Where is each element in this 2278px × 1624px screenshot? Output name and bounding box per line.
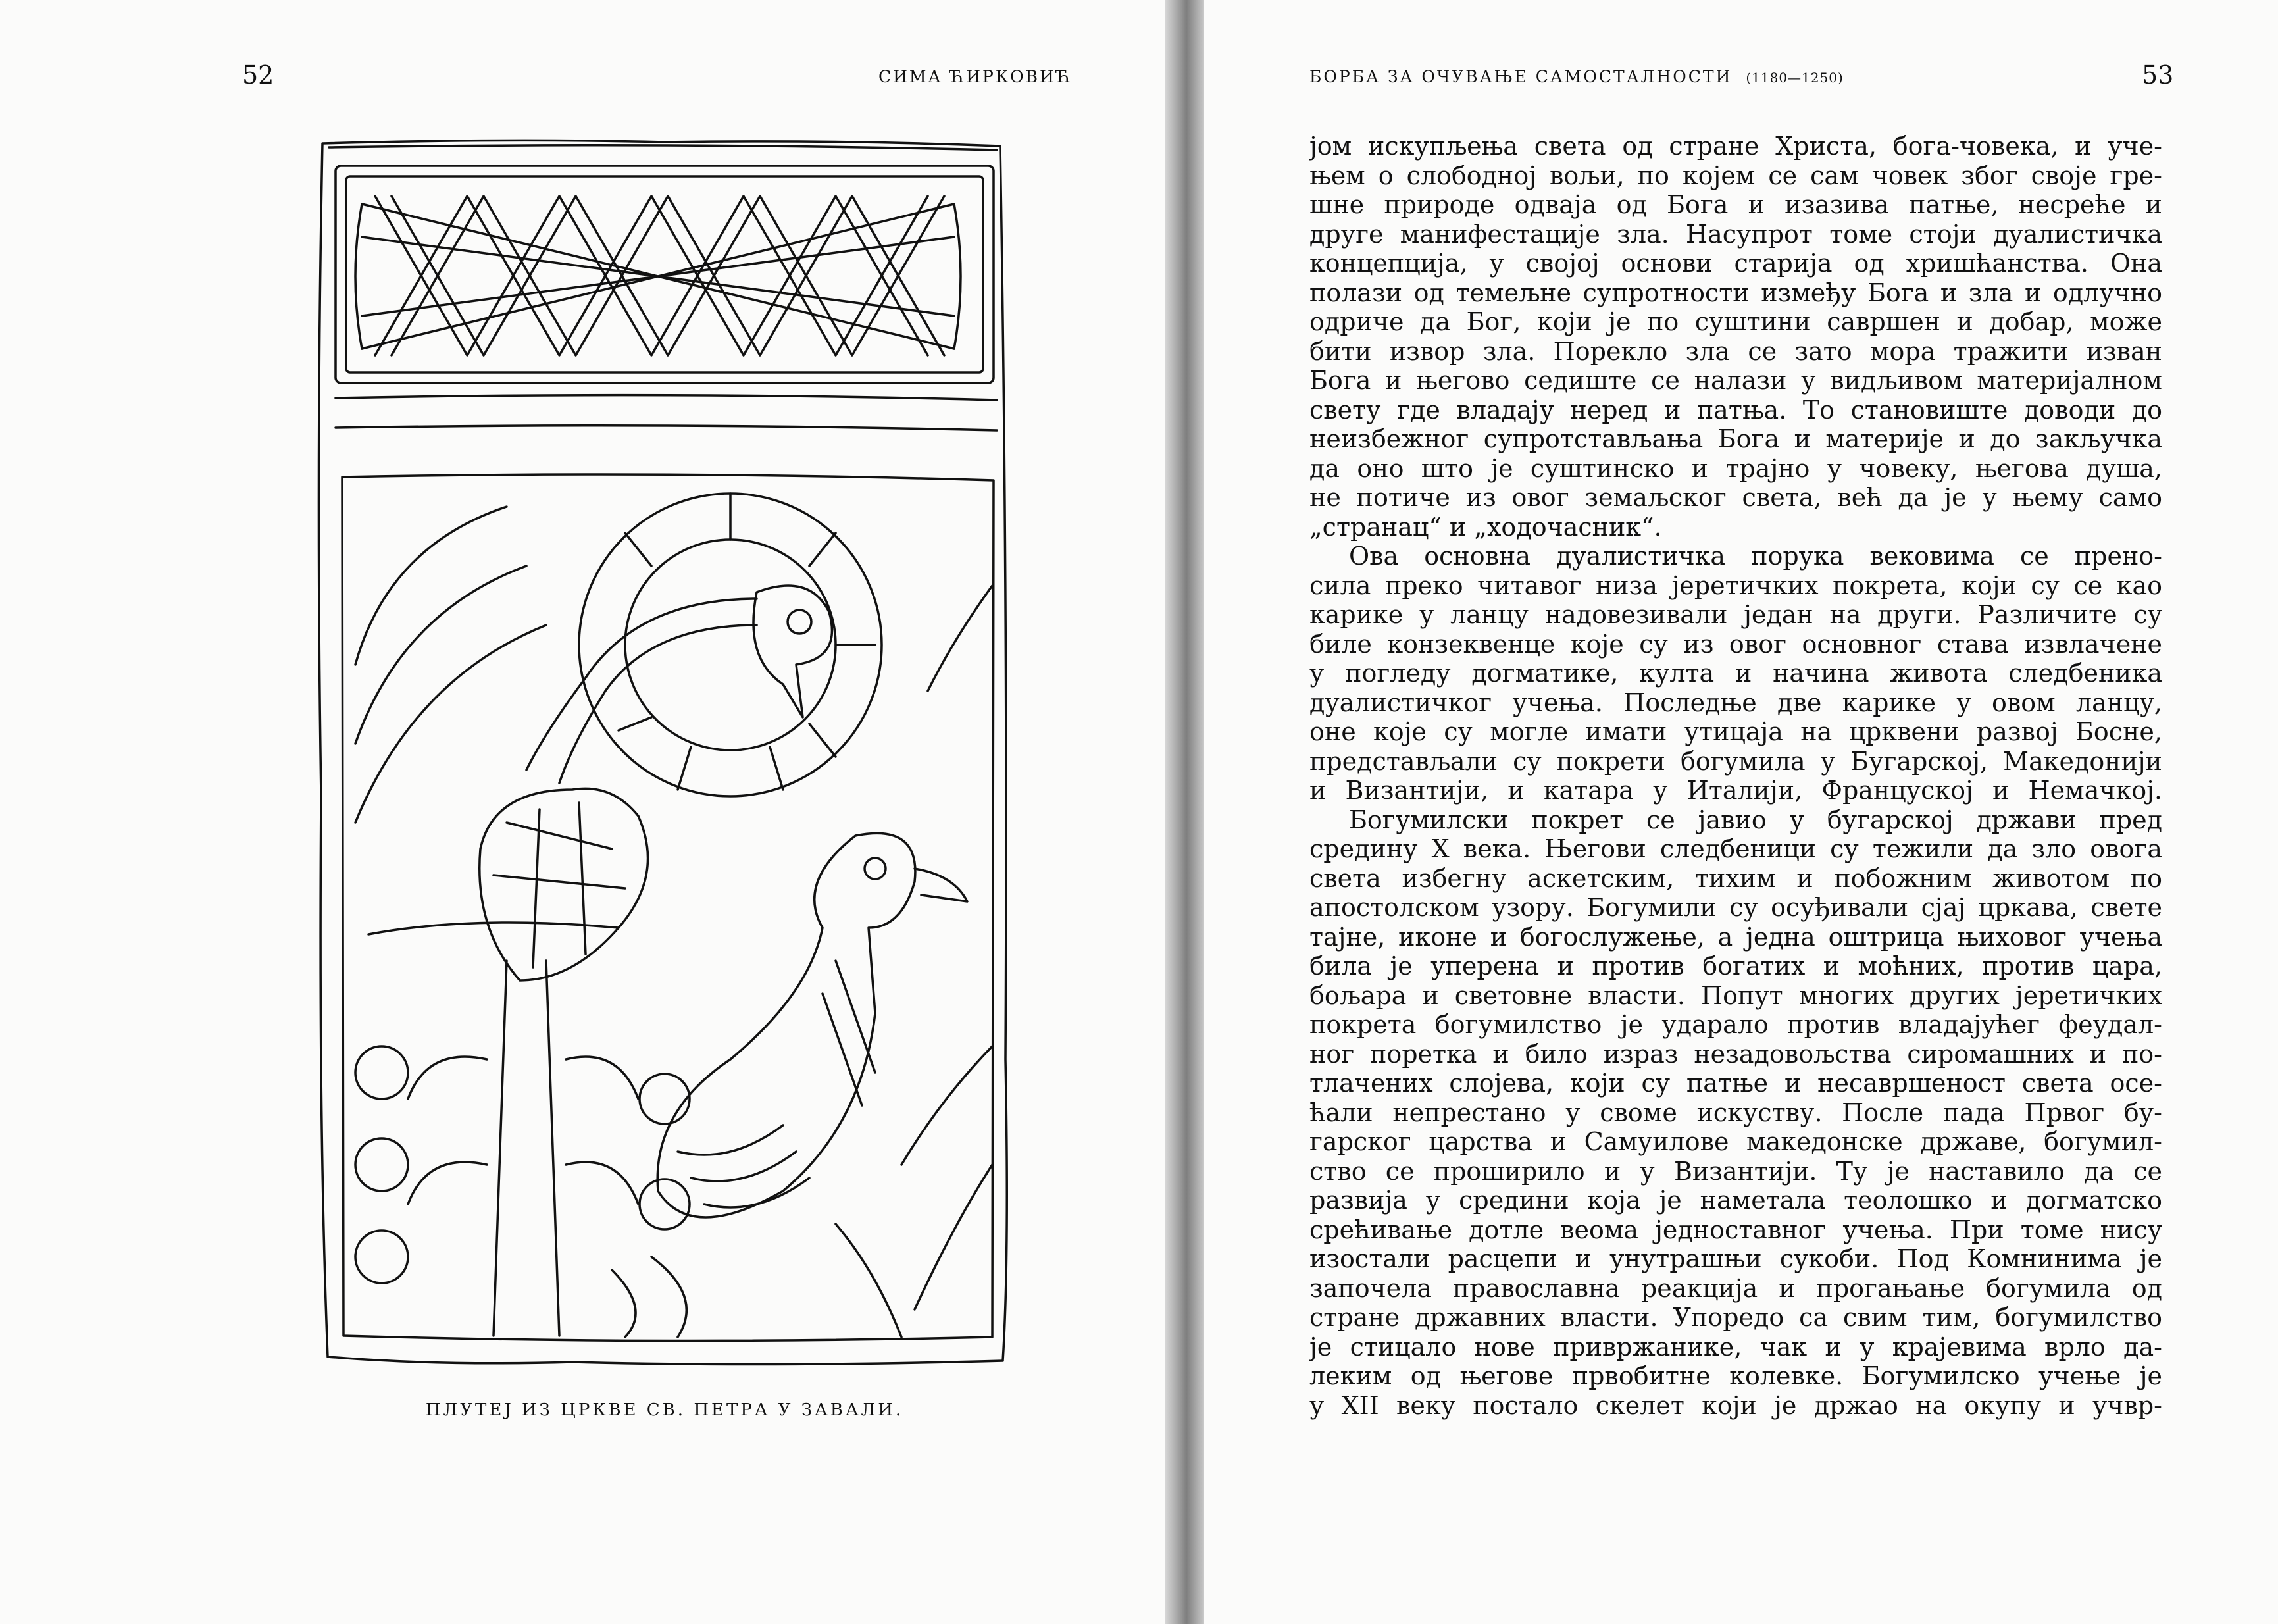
text-line: дуалистичког учења. Последње две карике у овом ланцу, bbox=[1309, 688, 2162, 717]
text-line: стране државних власти. Упоредо са свим тим, богумилство bbox=[1309, 1303, 2162, 1332]
main-text-column bbox=[1309, 132, 2162, 1420]
divider-band bbox=[336, 426, 997, 430]
divider-band bbox=[336, 395, 997, 400]
text-line: сила преко читавог низа јеретичких покрета, који су се као bbox=[1309, 571, 2162, 600]
text-line: „странац“ и „ходочасник“. bbox=[1309, 512, 1662, 542]
text-line: тајне, иконе и богослужење, а једна оштрица њиховог учења bbox=[1309, 922, 2162, 952]
text-line: Бога и његово седиште се налази у видљивом материјалном bbox=[1309, 366, 2162, 395]
text-line: развија у средини која је наметала теолошко и догматско bbox=[1309, 1186, 2162, 1215]
right-page-number: 53 bbox=[2142, 61, 2174, 89]
text-line: света избегну аскетским, тихим и побожним животом по bbox=[1309, 863, 2162, 893]
text-line: бољара и световне власти. Попут многих других јеретичких bbox=[1309, 980, 2162, 1010]
bird-head-upper bbox=[753, 586, 832, 717]
text-line: јом искупљења света од стране Христа, бога-човека, и уче- bbox=[1309, 132, 2162, 161]
text-line: средину X века. Његови следбеници су тежили да зло овога bbox=[1309, 834, 2162, 863]
text-line: друге манифестације зла. Насупрот томе стоји дуалистичка bbox=[1309, 219, 2162, 249]
text-line: полази од темељне супротности између Бога и зла и одлучно bbox=[1309, 278, 2162, 307]
text-line: да оно што је суштинско и трајно у човеку, његова душа, bbox=[1309, 453, 2162, 483]
text-line: карике у ланцу надовезивали један на други. Различите су bbox=[1309, 600, 2162, 629]
text-line: не потиче из овог земаљског света, већ да је у њему само bbox=[1309, 483, 2162, 512]
text-line: срећивање дотле веома једноставног учења. При томе нису bbox=[1309, 1215, 2162, 1244]
birds-panel bbox=[342, 474, 994, 1341]
text-line: тлачених слојева, који су патње и несавршеност света осе- bbox=[1309, 1069, 2162, 1098]
text-line: концепција, у својој основи старија од хришћанства. Она bbox=[1309, 249, 2162, 278]
text-line: леким од његове првобитне колевке. Богумилско учење је bbox=[1309, 1361, 2162, 1390]
text-line: свету где владају неред и патња. То становиште доводи до bbox=[1309, 395, 2162, 424]
text-line: неизбежног супротстављања Бога и материје и до закључка bbox=[1309, 424, 2162, 453]
text-line: у XII веку постало скелет који је држао на окупу и учвр- bbox=[1309, 1390, 2162, 1420]
text-line: шне природе одваја од Бога и изазива патње, несреће и bbox=[1309, 190, 2162, 219]
left-running-head: СИМА ЋИРКОВИЋ bbox=[878, 67, 1073, 86]
text-line: Богумилски покрет се јавио у бугарској држави пред bbox=[1349, 805, 2162, 834]
text-line: Ова основна дуалистичка порука вековима се прено- bbox=[1349, 542, 2162, 571]
right-running-head bbox=[1309, 67, 1844, 86]
text-line: ћали непрестано у своме искуству. После пада Првог бу- bbox=[1309, 1098, 2162, 1127]
bird-body-upper bbox=[480, 788, 648, 980]
text-line: ног поретка и било израз незадовољства сиромашних и по- bbox=[1309, 1039, 2162, 1069]
text-line: бити извор зла. Порекло зла се зато мора тражити изван bbox=[1309, 336, 2162, 366]
text-line: изостали расцепи и унутрашњи сукоби. Под Комнинима је bbox=[1309, 1244, 2162, 1273]
pluteus-illustration bbox=[309, 138, 1020, 1369]
text-line: у погледу догматике, култа и начина живота следбеника bbox=[1309, 659, 2162, 688]
text-line: гарског царства и Самуилове македонске државе, богумил- bbox=[1309, 1127, 2162, 1156]
text-line: је стицало нове привржанике, чак и у крајевима врло да- bbox=[1309, 1332, 2162, 1361]
text-line: њем о слободној вољи, по којем се сам човек због своје гре- bbox=[1309, 161, 2162, 190]
book-gutter bbox=[1165, 0, 1204, 1624]
text-line: започела православна реакција и прогањање богумила од bbox=[1309, 1273, 2162, 1303]
text-line: и Византији, и катара у Италији, Француској и Немачкој. bbox=[1309, 776, 2162, 805]
text-line: представљали су покрети богумила у Бугарској, Македонији bbox=[1309, 746, 2162, 776]
running-head-title: БОРБА ЗА ОЧУВАЊЕ САМОСТАЛНОСТИ bbox=[1309, 67, 1733, 86]
text-line: одриче да Бог, који је по суштини савршен и добар, може bbox=[1309, 307, 2162, 336]
text-line: покрета богумилство је ударало против владајућег феудал- bbox=[1309, 1010, 2162, 1039]
text-line: била је уперена и против богатих и моћних, против цара, bbox=[1309, 952, 2162, 980]
text-line: апостолском узору. Богумили су осуђивали сјај цркава, свете bbox=[1309, 893, 2162, 922]
text-line: биле конзеквенце које су из овог основног става извлачене bbox=[1309, 629, 2162, 659]
interlace-panel bbox=[336, 166, 994, 383]
text-line: оне које су могле имати утицаја на црквени развој Босне, bbox=[1309, 717, 2162, 746]
text-line: ство се проширило и у Византији. Ту је наставило да се bbox=[1309, 1156, 2162, 1186]
running-head-dates: (1180—1250) bbox=[1746, 70, 1844, 86]
left-page-number: 52 bbox=[242, 61, 274, 89]
figure-caption: ПЛУТЕЈ ИЗ ЦРКВЕ СВ. ПЕТРА У ЗАВАЛИ. bbox=[425, 1400, 904, 1420]
